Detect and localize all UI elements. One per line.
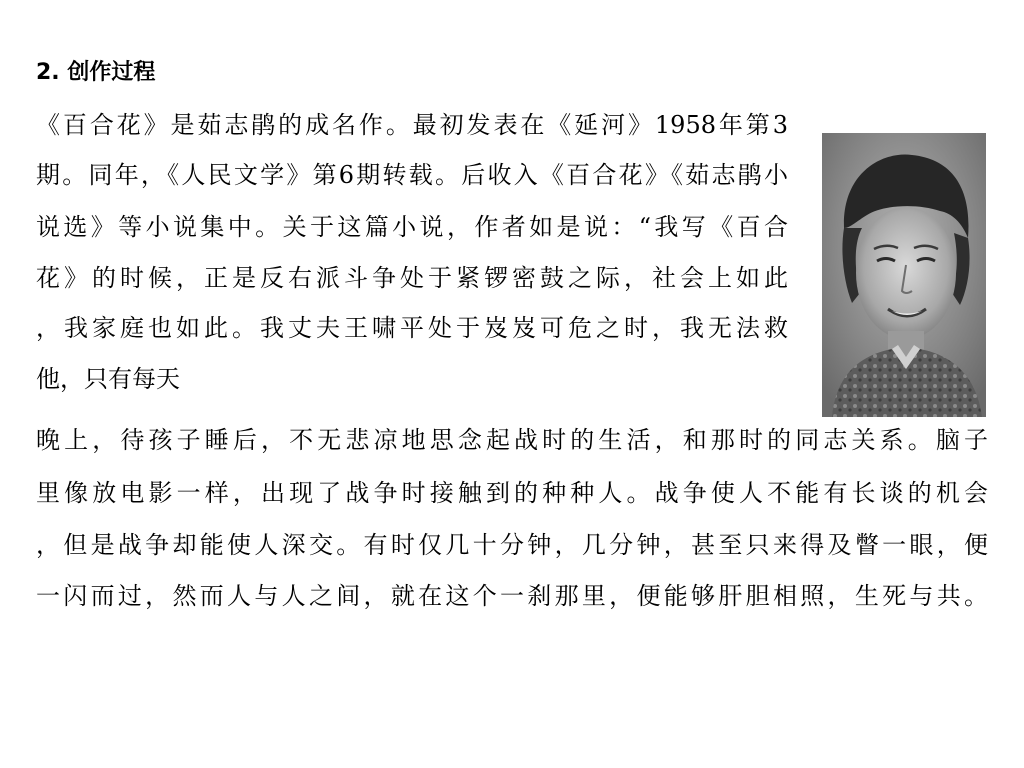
section-heading: 2. 创作过程 (36, 60, 156, 85)
text-line: 花》的时候，正是反右派斗争处于紧锣密鼓之际，社会上如此 (36, 264, 788, 292)
text-line: ，我家庭也如此。我丈夫王啸平处于岌岌可危之时，我无法救 (36, 314, 788, 342)
text-line: ，但是战争却能使人深交。有时仅几十分钟，几分钟，甚至只来得及瞥一眼，便 (36, 531, 988, 559)
text-line: 他，只有每天 (36, 365, 180, 393)
author-portrait-photo (822, 133, 986, 417)
text-line: 一闪而过，然而人与人之间，就在这个一刹那里，便能够肝胆相照，生死与共。 (36, 582, 988, 610)
text-line: 里像放电影一样，出现了战争时接触到的种种人。战争使人不能有长谈的机会 (36, 479, 988, 507)
text-line: 说选》等小说集中。关于这篇小说，作者如是说：“我写《百合 (36, 213, 788, 241)
text-line: 《百合花》是茹志鹃的成名作。最初发表在《延河》1958年第3 (36, 111, 788, 139)
author-portrait (822, 133, 986, 417)
text-line: 期。同年，《人民文学》第6期转载。后收入《百合花》《茹志鹃小 (36, 161, 788, 189)
text-line: 晚上，待孩子睡后，不无悲凉地思念起战时的生活，和那时的同志关系。脑子 (36, 426, 988, 454)
